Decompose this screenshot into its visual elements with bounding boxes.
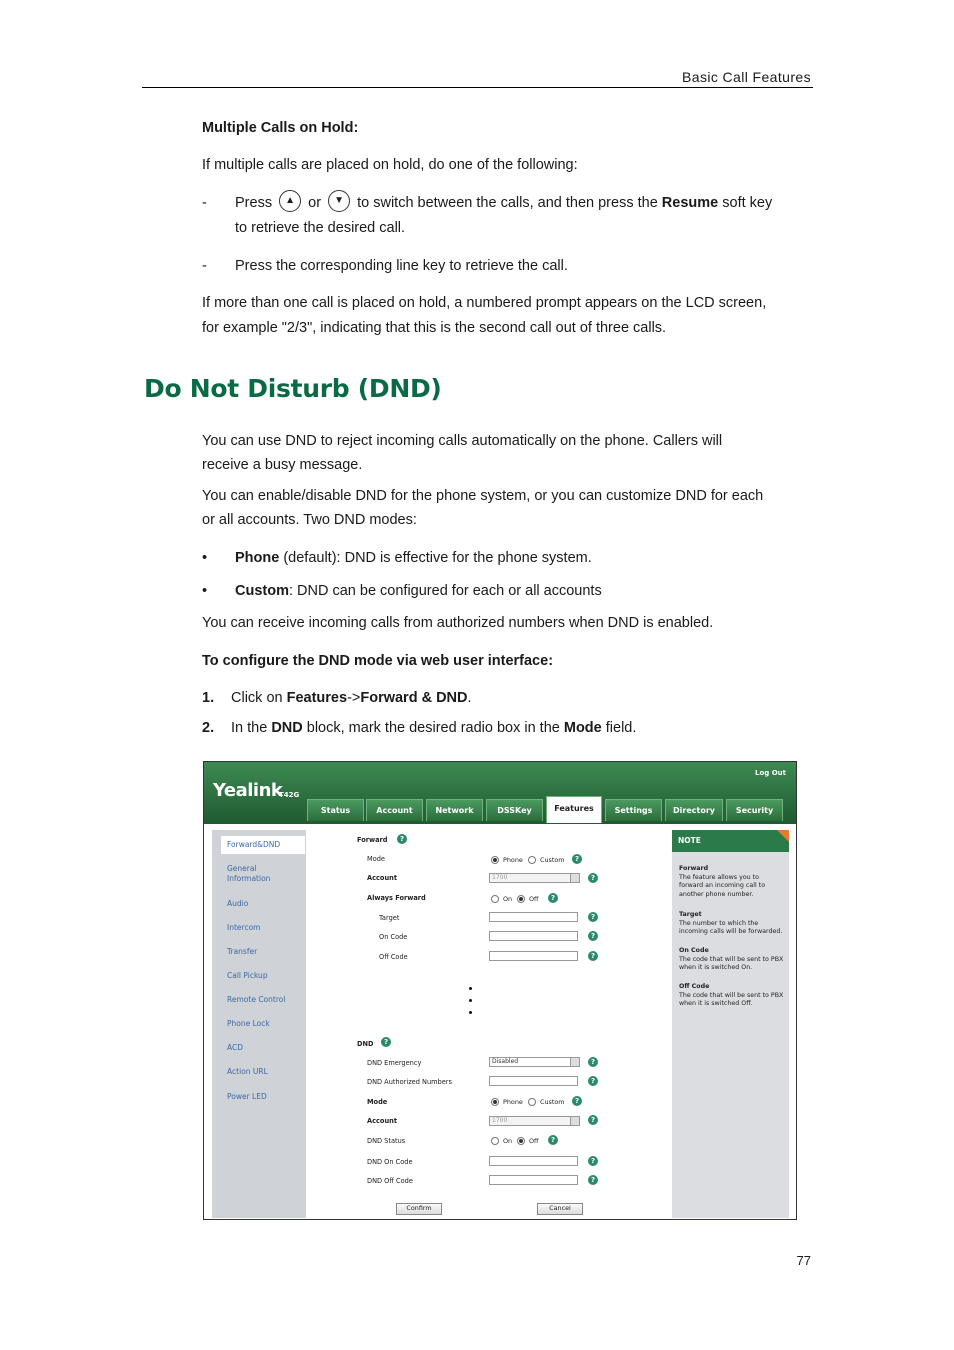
step2-dnd: DND [271,720,303,736]
dnd-authorized-input[interactable] [489,1076,578,1086]
hold-para-line1: If more than one call is placed on hold, a numbered prompt appears on the LCD screen, [202,295,767,311]
target-label: Target [379,914,400,922]
always-forward-on-radio[interactable] [491,895,499,903]
section-title: Do Not Disturb (DND) [144,374,442,403]
ellipsis-dot [469,1011,472,1014]
hold-heading: Multiple Calls on Hold: [202,120,359,136]
model-label: T42G [279,791,300,799]
dnd-off-code-help-icon[interactable]: ? [588,1175,598,1185]
dnd-mode-help-icon[interactable]: ? [572,1096,582,1106]
page-number: 77 [796,1253,811,1268]
step2-mode: Mode [563,720,602,736]
confirm-button[interactable]: Confirm [396,1203,442,1215]
forward-account-select[interactable]: 1700 [489,873,580,883]
always-forward-help-icon[interactable]: ? [548,893,558,903]
dnd-help-icon[interactable]: ? [381,1037,391,1047]
step2-mid: block, mark the desired radio box in the [306,720,560,736]
tab-dsskey[interactable]: DSSKey [486,799,543,821]
step1-features: Features [286,690,348,706]
mode-phone-name: Phone [235,550,280,566]
dnd-p3: You can receive incoming calls from authorized numbers when DND is enabled. [202,615,714,631]
tab-directory[interactable]: Directory [665,799,723,821]
dnd-mode-label: Mode [367,1098,388,1106]
dnd-account-label: Account [367,1117,397,1125]
on-code-help-icon[interactable]: ? [588,931,598,941]
dnd-authorized-label: DND Authorized Numbers [367,1078,452,1086]
nav-general-information[interactable]: General Information [227,864,271,883]
nav-forward-dnd[interactable]: Forward&DND [227,840,281,849]
bullet-dot-2: • [202,583,208,599]
tab-security[interactable]: Security [726,799,783,821]
dnd-p2-line2: or all accounts. Two DND modes: [202,512,417,528]
dnd-account-help-icon[interactable]: ? [588,1115,598,1125]
nav-phone-lock[interactable]: Phone Lock [227,1019,270,1028]
tab-features[interactable]: Features [546,796,602,823]
always-forward-on-text: On [503,895,513,903]
logout-link[interactable]: Log Out [755,769,786,777]
note-off-code-desc: The code that will be sent to PBX when it is switched Off. [679,991,784,1007]
note-on-code-desc: The code that will be sent to PBX when it is switched On. [679,955,784,971]
on-code-input[interactable] [489,931,578,941]
mode-phone-item [235,546,592,571]
step2-num: 2. [202,720,215,736]
note-off-code-title: Off Code [679,983,710,990]
dnd-status-on-radio[interactable] [491,1137,499,1145]
nav-call-pickup[interactable]: Call Pickup [227,971,268,980]
tab-network[interactable]: Network [426,799,483,821]
step1-sep: -> [347,690,361,706]
tab-account[interactable]: Account [366,799,423,821]
dnd-p1-line2: receive a busy message. [202,457,363,473]
dnd-mode-phone-text: Phone [503,1098,523,1106]
nav-action-url[interactable]: Action URL [227,1067,268,1076]
note-target-title: Target [679,911,702,918]
dnd-emergency-help-icon[interactable]: ? [588,1057,598,1067]
forward-mode-help-icon[interactable]: ? [572,854,582,864]
note-corner-icon [777,830,789,842]
nav-remote-control[interactable]: Remote Control [227,995,286,1004]
note-target [679,911,785,937]
target-input[interactable] [489,912,578,922]
dnd-status-off-text: Off [529,1137,539,1145]
resume-key-text: Resume [661,195,719,211]
always-forward-label: Always Forward [367,894,426,902]
hold-bullet-1 [235,191,772,216]
dash-1: - [202,195,207,211]
off-code-label: Off Code [379,953,408,961]
hold-bullet-1-line2: to retrieve the desired call. [235,220,406,236]
forward-account-help-icon[interactable]: ? [588,873,598,883]
nav-power-led[interactable]: Power LED [227,1092,267,1101]
dnd-off-code-input[interactable] [489,1175,578,1185]
forward-mode-phone-text: Phone [503,856,523,864]
forward-account-label: Account [367,874,397,882]
dnd-authorized-help-icon[interactable]: ? [588,1076,598,1086]
note-target-desc: The number to which the incoming calls will be forwarded. [679,919,783,935]
down-arrow-key-icon: ▼ [328,190,350,212]
dnd-account-select[interactable]: 1700 [489,1116,580,1126]
forward-title: Forward [357,836,388,844]
header-rule [142,87,813,88]
tab-settings[interactable]: Settings [605,799,662,821]
note-off-code [679,983,785,1009]
tab-status[interactable]: Status [307,799,364,821]
nav-transfer[interactable]: Transfer [227,947,258,956]
target-help-icon[interactable]: ? [588,912,598,922]
forward-help-icon[interactable]: ? [397,834,407,844]
dnd-status-on-text: On [503,1137,513,1145]
dnd-emergency-select[interactable]: Disabled [489,1057,580,1067]
dnd-mode-custom-text: Custom [540,1098,565,1106]
always-forward-off-radio[interactable] [517,895,525,903]
dnd-on-code-input[interactable] [489,1156,578,1166]
note-title: NOTE [672,830,789,852]
dnd-p2-line1: You can enable/disable DND for the phone system, or you can customize DND for each [202,488,764,504]
ellipsis-dot [469,999,472,1002]
nav-audio[interactable]: Audio [227,899,249,908]
softkey-text: soft key [722,195,773,211]
on-code-label: On Code [379,933,408,941]
forward-mode-custom-text: Custom [540,856,565,864]
dnd-p1-line1: You can use DND to reject incoming calls automatically on the phone. Callers will [202,433,723,449]
note-forward-title: Forward [679,865,709,872]
dnd-status-help-icon[interactable]: ? [548,1135,558,1145]
dnd-status-off-radio[interactable] [517,1137,525,1145]
ellipsis-dot [469,987,472,990]
step1-num: 1. [202,690,215,706]
dnd-status-label: DND Status [367,1137,406,1145]
dnd-on-code-help-icon[interactable]: ? [588,1156,598,1166]
note-on-code-title: On Code [679,947,709,954]
step2-pre: In the [231,720,268,736]
forward-mode-phone-radio[interactable] [491,856,499,864]
hold-intro: If multiple calls are placed on hold, do one of the following: [202,157,578,173]
off-code-input[interactable] [489,951,578,961]
cancel-button[interactable]: Cancel [537,1203,583,1215]
note-on-code [679,947,785,973]
running-header: Basic Call Features [682,69,811,85]
off-code-help-icon[interactable]: ? [588,951,598,961]
up-arrow-key-icon: ▲ [279,190,301,212]
dnd-on-code-label: DND On Code [367,1158,413,1166]
forward-mode-custom-radio[interactable] [528,856,536,864]
step1-end: . [467,690,472,706]
step1 [231,686,472,711]
note-forward-desc: The feature allows you to forward an incoming call to another phone number. [679,873,766,898]
dnd-mode-custom-radio[interactable] [528,1098,536,1106]
step2 [231,716,636,741]
config-heading: To configure the DND mode via web user interface: [202,653,554,669]
yealink-logo: Yealink [213,780,283,801]
nav-acd[interactable]: ACD [227,1043,244,1052]
note-forward [679,865,785,899]
mode-custom-name: Custom [235,583,289,599]
step2-end: field. [605,720,637,736]
dnd-title: DND [357,1040,374,1048]
mode-custom-desc: : DND can be configured for each or all accounts [288,583,602,599]
web-ui-screenshot [203,761,797,1220]
press-text: Press [235,195,273,211]
mode-phone-desc: (default): DND is effective for the phone system. [283,550,592,566]
dnd-mode-phone-radio[interactable] [491,1098,499,1106]
step1-pre: Click on [231,690,283,706]
forward-mode-label: Mode [367,855,385,863]
mode-custom-item [235,579,602,604]
step1-forward-dnd: Forward & DND [360,690,468,706]
nav-intercom[interactable]: Intercom [227,923,261,932]
hold-para-line2: for example "2/3", indicating that this is the second call out of three calls. [202,320,667,336]
hold-bullet-2: Press the corresponding line key to retrieve the call. [235,258,568,274]
switch-text: to switch between the calls, and then press the [357,195,658,211]
always-forward-off-text: Off [529,895,539,903]
dnd-off-code-label: DND Off Code [367,1177,413,1185]
dnd-emergency-label: DND Emergency [367,1059,422,1067]
dash-2: - [202,258,207,274]
bullet-dot-1: • [202,550,208,566]
or-text: or [308,195,322,211]
